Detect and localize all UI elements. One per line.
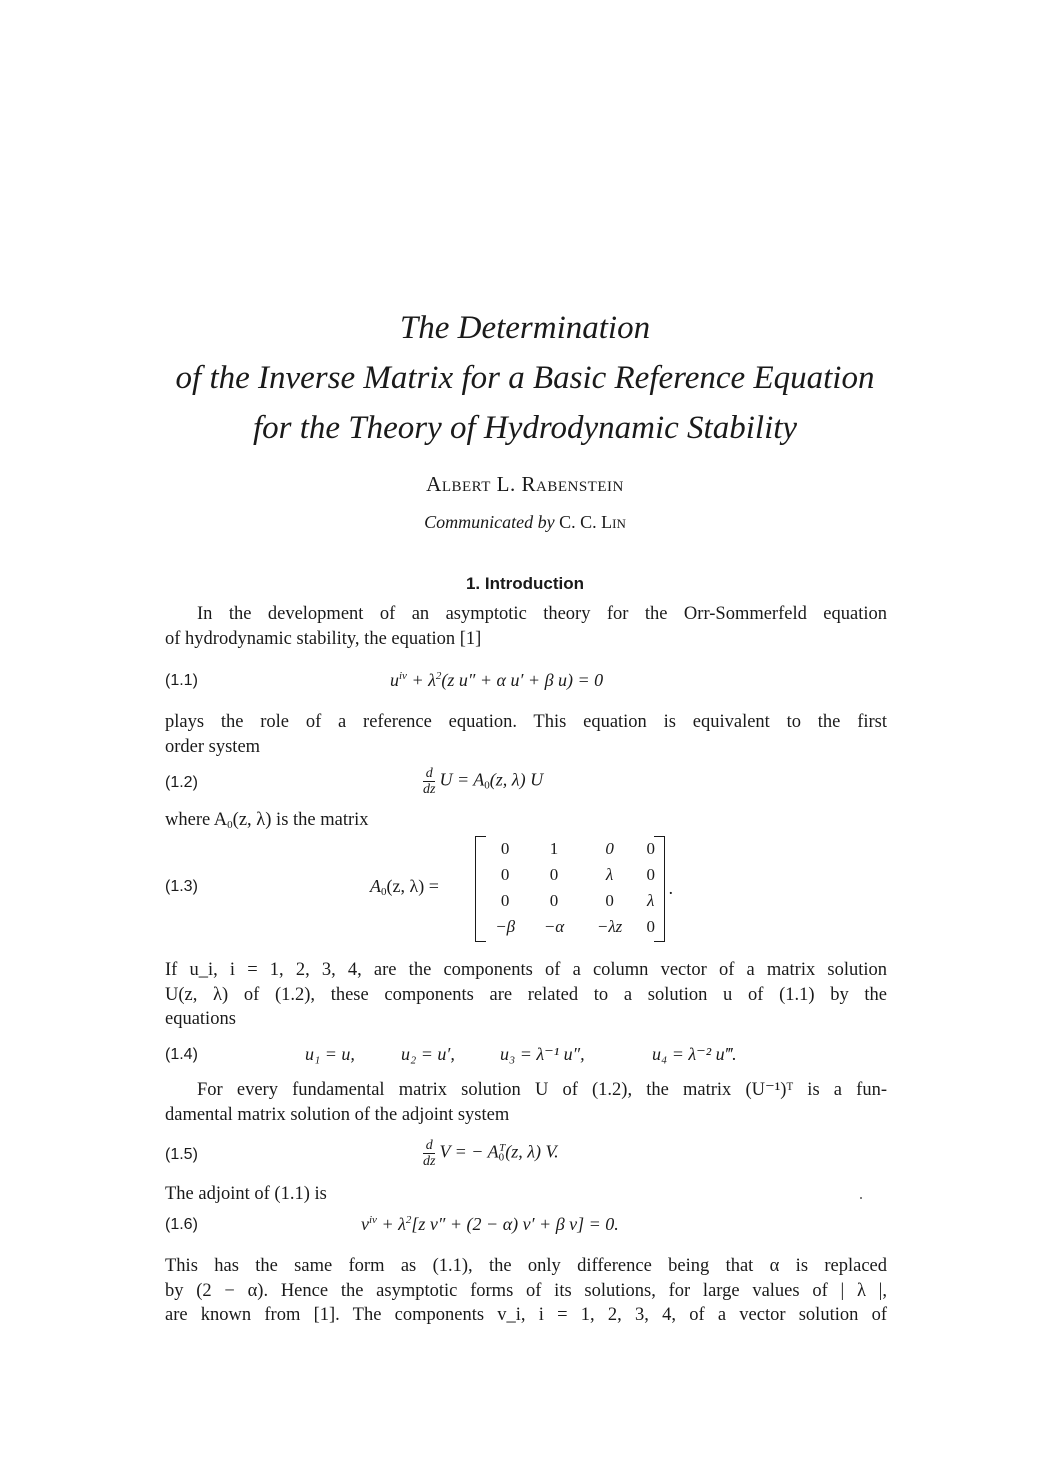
paragraph-line: This has the same form as (1.1), the only difference being that α is replaced — [165, 1256, 887, 1276]
title-line-1: The Determination — [399, 310, 651, 346]
paragraph-line: For every fundamental matrix solution U of (1.2), the matrix (U⁻¹)ᵀ is a fun- — [197, 1080, 887, 1100]
communicator-name: C. C. Lin — [559, 512, 626, 532]
equation-1-1 — [165, 668, 887, 698]
equation-1-2 — [165, 764, 887, 804]
eq-term: u₁ = u, — [305, 1044, 355, 1064]
paragraph-matrix-intro — [165, 808, 887, 838]
communicated-prefix: Communicated by — [424, 512, 555, 532]
matrix-cell: −β — [495, 917, 516, 936]
eq-term: (z, λ) U — [489, 769, 544, 790]
eq-term: u₃ = λ⁻¹ u″, — [500, 1044, 585, 1064]
matrix-cell: 0 — [500, 839, 510, 858]
paragraph-line: order system — [165, 736, 261, 757]
paragraph-line: equations — [165, 1009, 236, 1029]
eq-subscript: 0 — [381, 886, 387, 898]
matrix-row — [481, 836, 661, 862]
eq-superscript: 2 — [435, 670, 442, 682]
paragraph-line: If u_i, i = 1, 2, 3, 4, are the components of a column vector of a matrix solution — [165, 960, 887, 980]
eq-superscript: 2 — [405, 1214, 412, 1226]
paragraph-adjoint-of: The adjoint of (1.1) is — [165, 1184, 327, 1204]
paragraph-intro — [165, 602, 887, 651]
derivative-fraction — [423, 766, 435, 797]
paragraph-line: of hydrodynamic stability, the equation [1] — [165, 628, 482, 649]
matrix-cell: 0 — [605, 839, 614, 858]
eq-term: v — [361, 1214, 369, 1234]
eq-term: u₄ = λ⁻² u‴. — [652, 1044, 737, 1064]
paragraph-components — [165, 958, 887, 1032]
eq-superscript: iv — [399, 670, 407, 682]
communicated-by — [0, 512, 1050, 533]
equation-body — [423, 1138, 559, 1169]
matrix-cell: λ — [605, 865, 614, 884]
eq-term: + λ — [406, 670, 436, 690]
paragraph-reference — [165, 710, 887, 759]
matrix-cell: 0 — [605, 891, 614, 910]
matrix-cell: 0 — [500, 865, 510, 884]
equation-1-4 — [165, 1042, 887, 1072]
author-name: Albert L. Rabenstein — [426, 472, 624, 496]
equation-number: (1.1) — [165, 672, 198, 689]
paragraph-line: are known from [1]. The components v_i, i = 1, 2, 3, 4, of a vector solution of — [165, 1305, 887, 1325]
paragraph-line: In the development of an asymptotic theory for the Orr-Sommerfeld equation — [197, 604, 887, 624]
title-line-3: for the Theory of Hydrodynamic Stability — [252, 410, 798, 446]
title-line-2: of the Inverse Matrix for a Basic Reference Equation — [175, 360, 875, 396]
eq-subscript: 0 — [498, 1151, 505, 1164]
equation-number: (1.6) — [165, 1216, 198, 1233]
matrix-cell: 0 — [646, 917, 655, 936]
equation-number: (1.4) — [165, 1046, 198, 1063]
eq-term: V = − A — [439, 1141, 499, 1162]
equation-1-6 — [165, 1212, 887, 1242]
paragraph-line: plays the role of a reference equation. This equation is equivalent to the first — [165, 712, 887, 732]
matrix-cell: 0 — [500, 891, 510, 910]
eq-term: (z, λ) V. — [505, 1141, 559, 1162]
paragraph-text: (z, λ) is the matrix — [232, 810, 369, 830]
equation-number: (1.2) — [165, 774, 198, 791]
frac-denominator: dz — [423, 782, 436, 797]
frac-numerator: d — [423, 766, 435, 782]
matrix-grid — [481, 836, 661, 940]
matrix-cell: −λz — [596, 917, 623, 936]
equation-body — [423, 766, 543, 797]
matrix-cell: 0 — [646, 865, 655, 884]
equation-body — [361, 1214, 619, 1235]
paragraph-line: U(z, λ) of (1.2), these components are related to a solution u of (1.1) by the — [165, 984, 887, 1005]
paragraph-adjoint — [165, 1078, 887, 1127]
equation-lhs — [370, 876, 439, 898]
equation-body — [390, 670, 603, 691]
paragraph-same-form — [165, 1254, 887, 1328]
eq-superscript: T — [499, 1141, 506, 1154]
eq-subscript: 0 — [227, 819, 233, 831]
paragraph-line: damental matrix solution of the adjoint system — [165, 1104, 510, 1125]
matrix-cell: 1 — [549, 839, 559, 858]
eq-term: U = A — [439, 769, 485, 790]
eq-term: u₂ = u′, — [401, 1044, 455, 1064]
matrix-cell: 0 — [549, 891, 559, 910]
matrix-cell: −α — [543, 917, 565, 936]
eq-term: u — [390, 670, 399, 690]
page-speck — [860, 1197, 862, 1199]
eq-term: (z, λ) = — [386, 876, 439, 896]
frac-numerator: d — [423, 1138, 435, 1154]
matrix-row — [481, 914, 661, 940]
eq-term: (z u″ + α u′ + β u) = 0 — [441, 670, 604, 690]
eq-term: A — [370, 876, 381, 896]
matrix-end-period: . — [669, 878, 674, 898]
matrix-a0 — [475, 836, 665, 942]
matrix-cell: λ — [647, 891, 655, 910]
paper-title — [0, 303, 1050, 453]
eq-superscript: iv — [369, 1214, 377, 1226]
paragraph-text: where A — [165, 810, 228, 830]
matrix-cell: 0 — [549, 865, 559, 884]
matrix-cell: 0 — [646, 839, 655, 858]
equation-number: (1.3) — [165, 878, 198, 895]
eq-term: [z v″ + (2 − α) v′ + β v] = 0. — [411, 1214, 619, 1234]
eq-term: + λ — [376, 1214, 406, 1234]
equation-number: (1.5) — [165, 1146, 198, 1163]
eq-subscript: 0 — [484, 779, 490, 792]
equation-1-5 — [165, 1136, 887, 1176]
frac-denominator: dz — [423, 1154, 436, 1169]
paragraph-line: by (2 − α). Hence the asymptotic forms of its solutions, for large values of | λ |, — [165, 1280, 887, 1301]
section-heading: 1. Introduction — [465, 574, 585, 593]
matrix-row — [481, 862, 661, 888]
matrix-row — [481, 888, 661, 914]
derivative-fraction — [423, 1138, 435, 1169]
